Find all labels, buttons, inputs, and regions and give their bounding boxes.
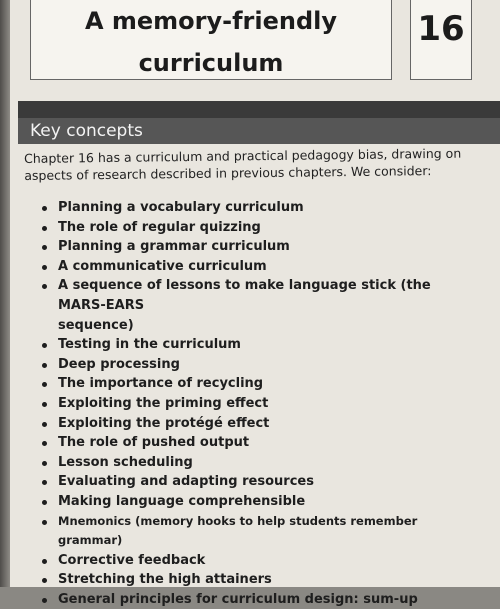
chapter-number: 16 [417, 9, 465, 49]
key-concepts-bar [18, 101, 500, 144]
bullet-icon [42, 520, 47, 525]
chapter-title-line-2: curriculum [138, 49, 284, 77]
bullet-icon [42, 441, 47, 446]
bullet-icon [42, 343, 47, 348]
bullet-icon [42, 284, 47, 289]
page-edge [0, 0, 10, 587]
list-item-continuation: sequence) [58, 317, 134, 333]
list-item: Deep processing [38, 355, 478, 375]
list-item: Corrective feedback [38, 551, 478, 571]
chapter-title-box [30, 0, 392, 80]
bullet-icon [42, 226, 47, 231]
bullet-icon [42, 402, 47, 407]
list-item: Planning a vocabulary curriculum [38, 198, 478, 218]
list-item: The importance of recycling [38, 374, 478, 394]
list-item: General principles for curriculum design: sum-up [38, 590, 478, 609]
list-item: Exploiting the priming effect [38, 394, 478, 414]
bullet-icon [42, 363, 47, 368]
bullet-icon [42, 578, 47, 583]
bullet-icon [42, 245, 47, 250]
list-item: Evaluating and adapting resources [38, 472, 478, 492]
bullet-icon [42, 500, 47, 505]
list-item: A sequence of lessons to make language stick (the MARS-EARS sequence) [38, 276, 478, 335]
list-item: The role of pushed output [38, 433, 478, 453]
bullet-icon [42, 265, 47, 270]
bullet-icon [42, 382, 47, 387]
list-item: Planning a grammar curriculum [38, 237, 478, 257]
list-item: Testing in the curriculum [38, 335, 478, 355]
list-item: Exploiting the protégé effect [38, 414, 478, 434]
concept-list [38, 198, 478, 609]
list-item: Mnemonics (memory hooks to help students remember grammar) [38, 512, 478, 551]
bullet-icon [42, 480, 47, 485]
bullet-icon [42, 559, 47, 564]
bullet-icon [42, 598, 47, 603]
list-item: Making language comprehensible [38, 492, 478, 512]
intro-paragraph: Chapter 16 has a curriculum and practical pedagogy bias, drawing on aspects of research described in previous chapters. We consider: [24, 145, 462, 183]
list-item: The role of regular quizzing [38, 218, 478, 238]
bullet-icon [42, 206, 47, 211]
list-item: Stretching the high attainers [38, 570, 478, 590]
chapter-number-box [410, 0, 472, 80]
bullet-icon [42, 461, 47, 466]
list-item: A communicative curriculum [38, 257, 478, 277]
list-item: Lesson scheduling [38, 453, 478, 473]
key-concepts-heading: Key concepts [30, 121, 143, 141]
bullet-icon [42, 422, 47, 427]
chapter-title-line-1: A memory-friendly [84, 7, 338, 35]
